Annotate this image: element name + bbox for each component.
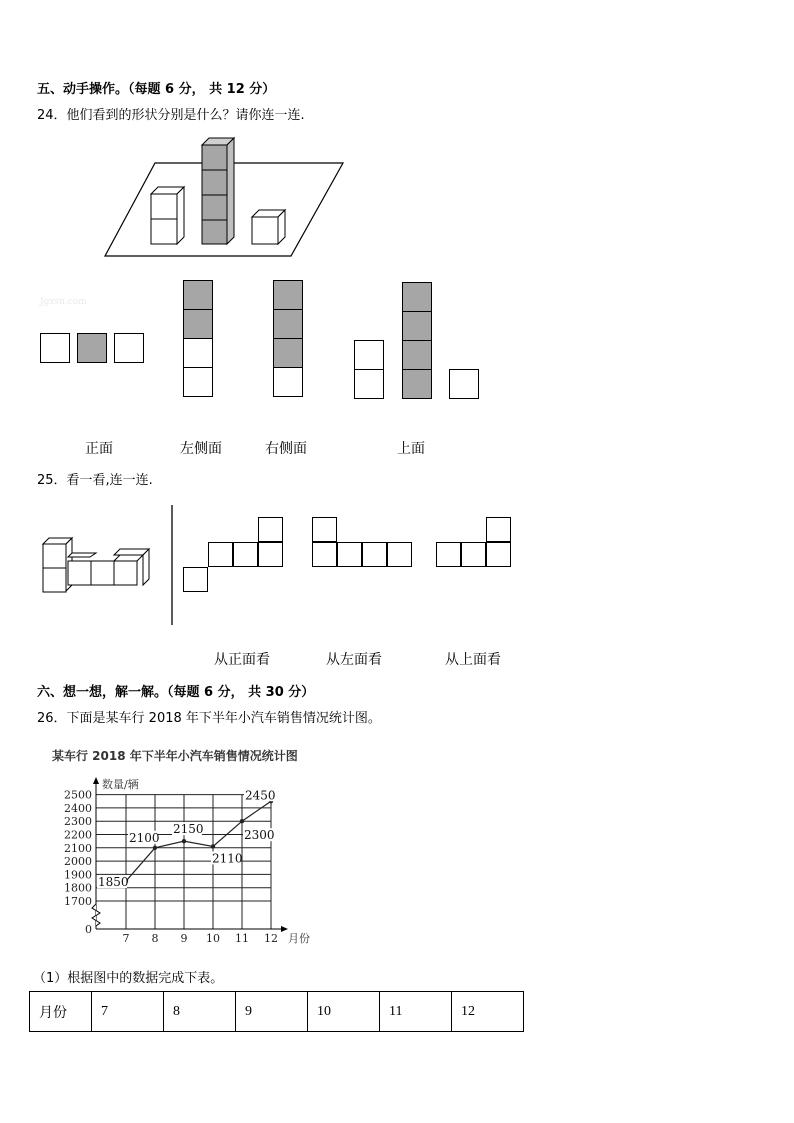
y-tick-label: 2500 (64, 788, 92, 802)
section-6-title: 六、想一想，解一解。（每题 6 分， 共 30 分） (37, 685, 315, 700)
y-tick-label: 2400 (64, 801, 92, 815)
y-tick-label: 1800 (64, 881, 92, 895)
label-from-top: 从上面看 (445, 652, 501, 668)
question-24-text: 24．他们看到的形状分别是什么？请你连一连. (37, 108, 305, 123)
y-tick-label: 1700 (64, 895, 92, 908)
table-cell-month: 10 (308, 992, 380, 1032)
question-26-text: 26．下面是某车行 2018 年下半年小汽车销售情况统计图。 (37, 711, 381, 726)
x-tick-label: 9 (180, 932, 188, 945)
label-left-side: 左侧面 (180, 441, 222, 457)
label-from-left: 从左面看 (326, 652, 382, 668)
data-label: 2300 (244, 828, 275, 843)
question-26-part-1-text: （1）根据图中的数据完成下表。 (33, 971, 224, 986)
x-tick-label: 12 (264, 932, 278, 945)
label-right-side: 右侧面 (265, 441, 307, 457)
x-tick-label: 8 (151, 932, 159, 945)
axis-break-mark (92, 904, 100, 926)
data-point (240, 819, 244, 823)
label-top: 上面 (397, 441, 425, 457)
data-label: 2450 (245, 788, 276, 803)
y-tick-label: 2100 (64, 841, 92, 855)
x-axis-arrow (281, 926, 288, 932)
x-tick-label: 7 (122, 932, 130, 945)
y-tick-label: 2200 (64, 828, 92, 842)
data-point (182, 839, 186, 843)
answer-table (29, 991, 524, 1032)
chart-title: 某车行 2018 年下半年小汽车销售情况统计图 (52, 749, 298, 763)
data-label: 1850 (98, 875, 129, 890)
y-tick-label: 2300 (64, 815, 92, 829)
table-cell-month: 7 (92, 992, 164, 1032)
x-axis-label: 月份 (288, 932, 310, 945)
data-label: 2150 (173, 822, 204, 837)
table-cell-month: 8 (164, 992, 236, 1032)
section-5-title: 五、动手操作。（每题 6 分， 共 12 分） (37, 82, 276, 97)
data-label: 2100 (129, 830, 160, 845)
x-tick-label: 11 (235, 932, 249, 945)
y-tick-label: 1900 (64, 868, 92, 882)
label-from-front: 从正面看 (214, 652, 270, 668)
data-point (211, 844, 215, 848)
table-cell-month: 12 (452, 992, 524, 1032)
table-cell-month: 11 (380, 992, 452, 1032)
y-tick-label: 0 (85, 923, 92, 936)
x-tick-label: 10 (206, 932, 220, 945)
data-point (153, 846, 157, 850)
label-front: 正面 (85, 441, 113, 457)
cube-stack-illustration (0, 0, 794, 270)
y-tick-label: 2000 (64, 855, 92, 869)
sales-line-chart (0, 740, 340, 950)
table-header-cell: 月份 (30, 992, 92, 1032)
question-25-text: 25．看一看,连一连. (37, 473, 153, 488)
table-row (30, 992, 524, 1032)
table-cell-month: 9 (236, 992, 308, 1032)
y-axis-arrow (93, 777, 99, 784)
y-axis-label: 数量/辆 (102, 778, 139, 791)
data-label: 2110 (212, 851, 243, 866)
watermark: Jgxsn.com (40, 297, 87, 307)
